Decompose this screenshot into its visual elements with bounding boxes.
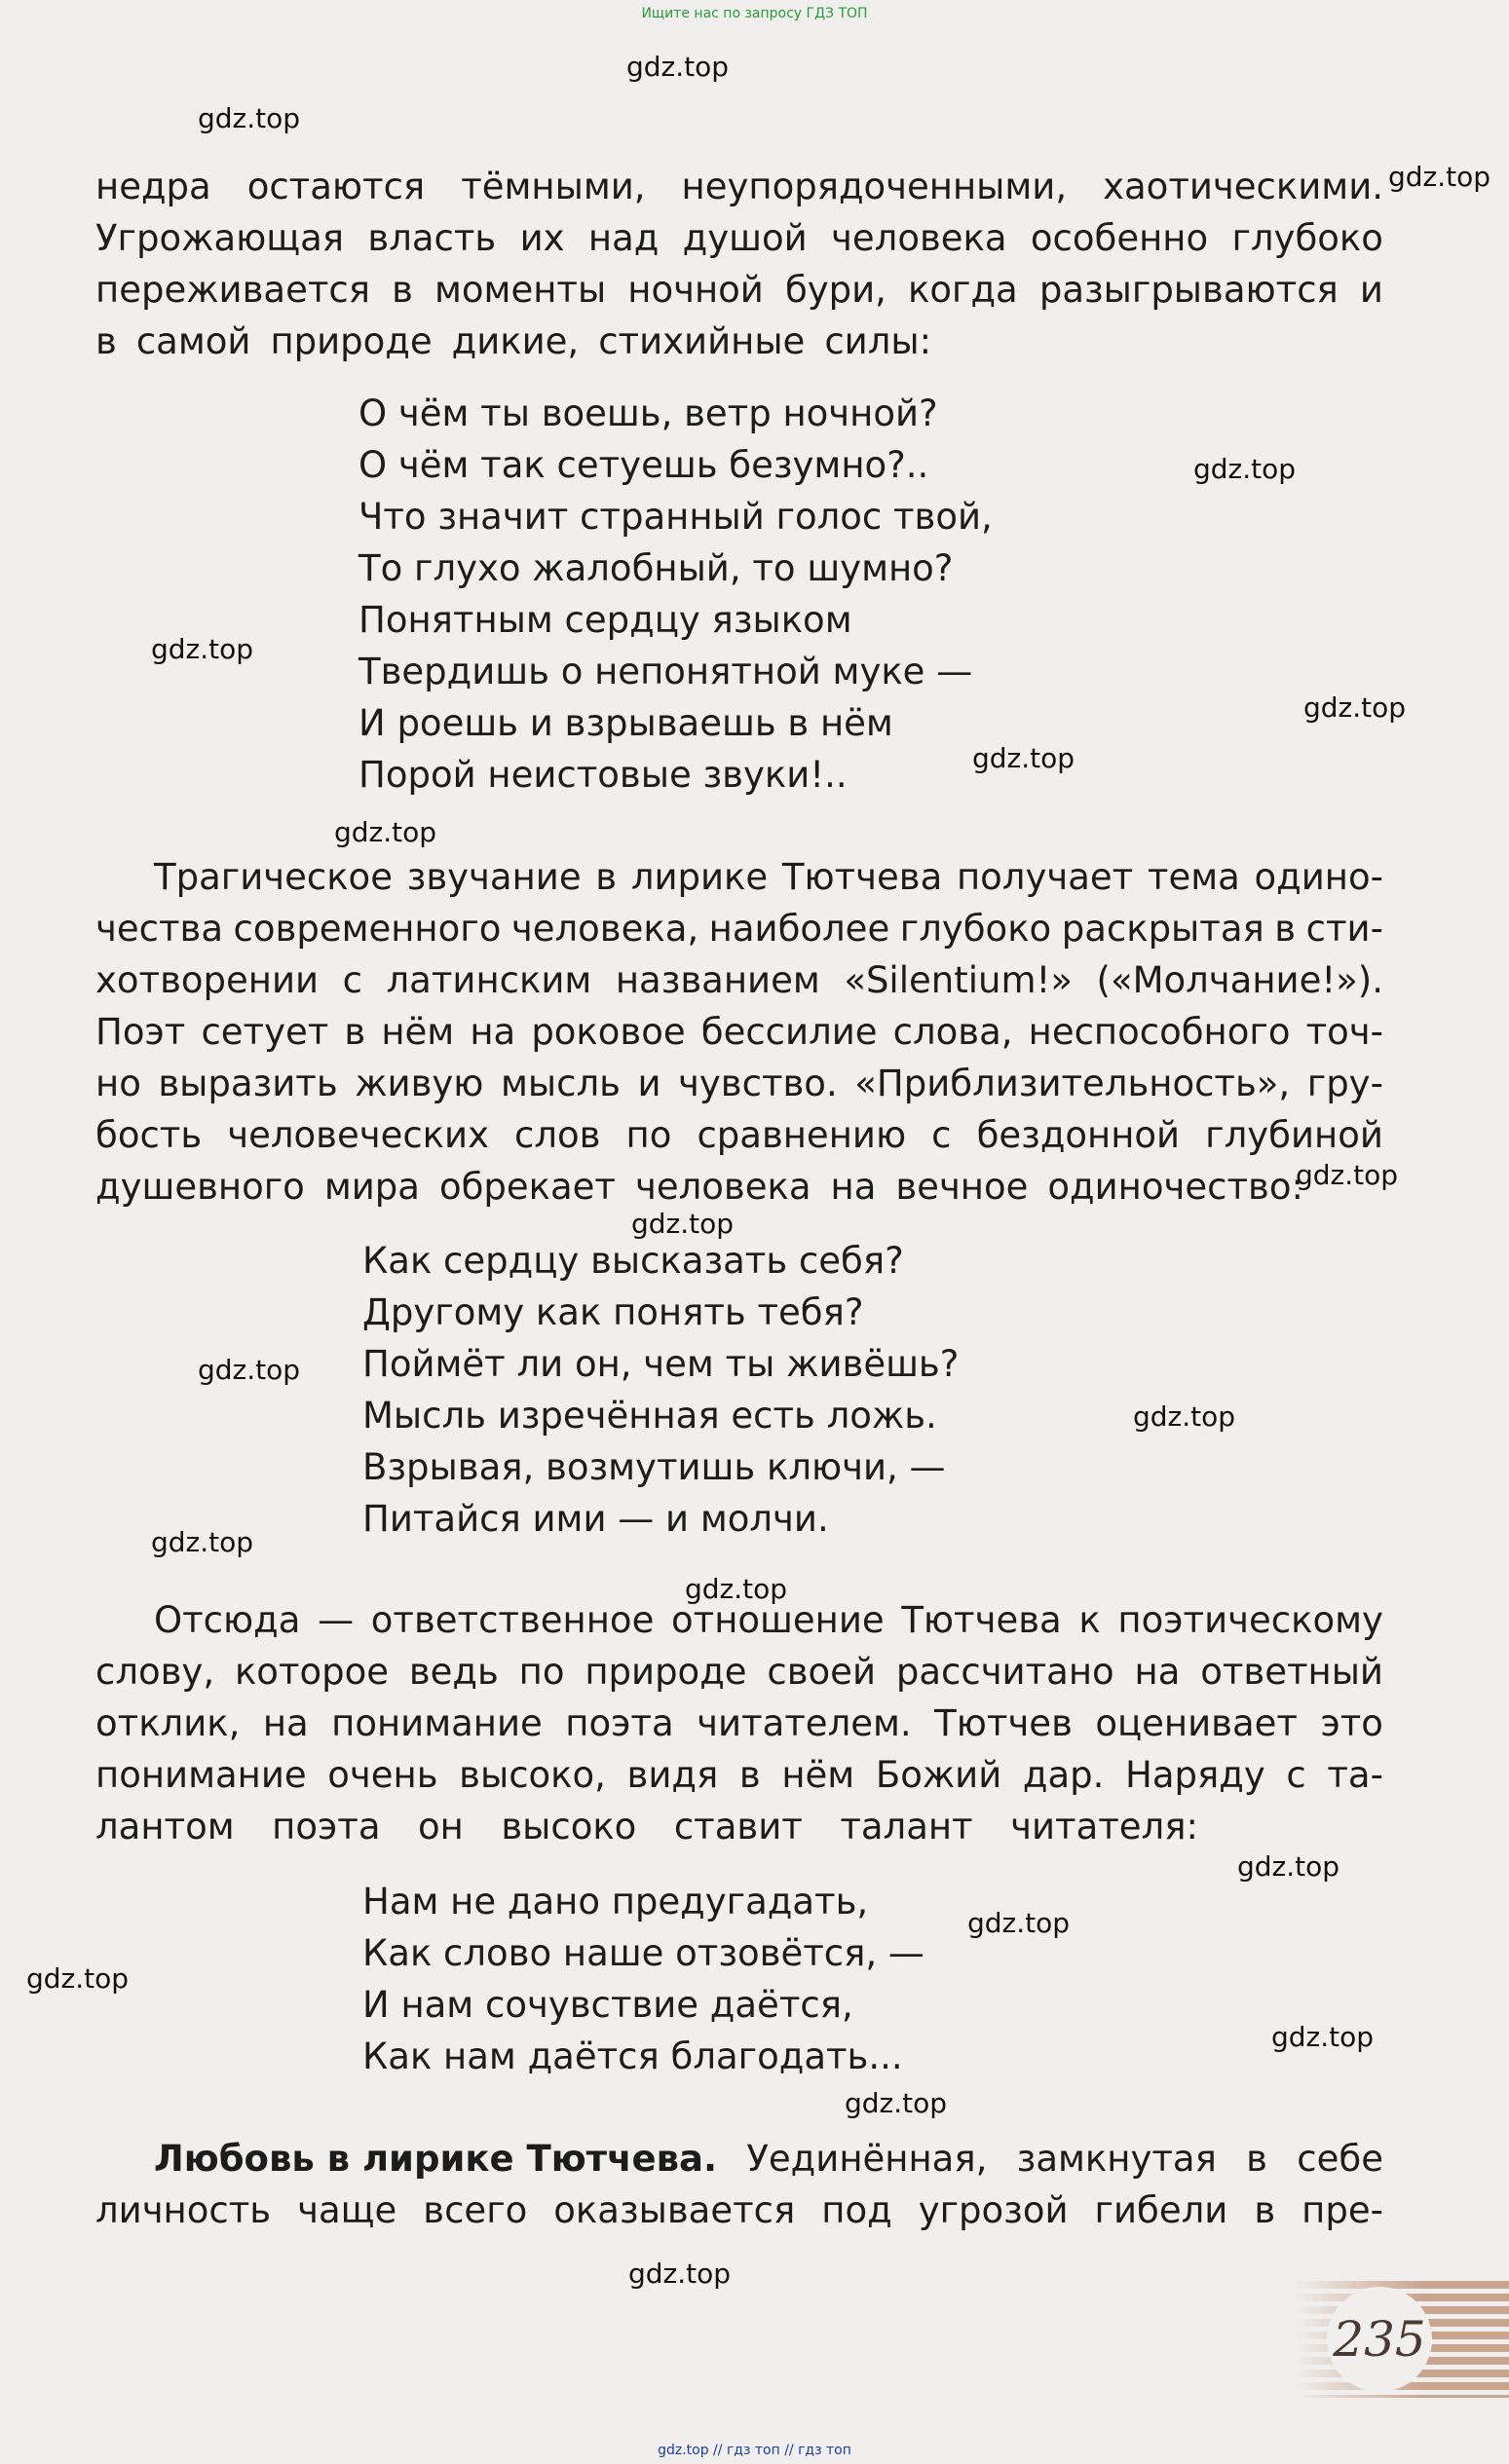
word: человеческих [227, 1114, 489, 1156]
verse-2 [362, 1235, 959, 1545]
word: в [595, 856, 618, 898]
word: в [1246, 2138, 1267, 2180]
word: и [637, 1063, 661, 1104]
word: стихийные [598, 320, 806, 362]
word: с [342, 959, 362, 1001]
word: вечное [895, 1166, 1029, 1208]
word: природе [270, 320, 433, 362]
word: глубоко [1231, 217, 1383, 259]
word: Уединённая, [746, 2138, 988, 2180]
watermark: gdz.top [628, 2258, 732, 2290]
word: которое [234, 1651, 390, 1693]
verse-line: Питайся ими — и молчи. [362, 1498, 829, 1540]
verse-line: И нам сочувствие даётся, [362, 1984, 853, 2026]
word: чаще [297, 2189, 397, 2231]
top-search-link[interactable]: Ищите нас по запросу ГДЗ ТОП [641, 6, 868, 21]
word: Тютчев [934, 1702, 1073, 1744]
word: Тютчева [781, 856, 943, 898]
text-line [95, 212, 1383, 264]
word: глубиной [1205, 1114, 1383, 1156]
word: Наряду [1125, 1754, 1265, 1796]
verse-line: О чём так сетуешь безумно?.. [358, 444, 929, 486]
text-line [95, 1801, 1383, 1852]
word: дикие, [451, 320, 580, 362]
watermark: gdz.top [1303, 691, 1407, 724]
word: бездонной [976, 1114, 1181, 1156]
word: сти- [1305, 908, 1383, 950]
word: талант [840, 1806, 973, 1848]
word: власть [367, 217, 497, 259]
word: самой [135, 320, 251, 362]
watermark: gdz.top [198, 102, 301, 134]
word: человека [831, 217, 1007, 259]
text-line [95, 316, 1383, 367]
word: дар. [1022, 1754, 1105, 1796]
word: к [1078, 1599, 1101, 1641]
word: выразить [158, 1063, 338, 1104]
paragraph-2 [95, 851, 1383, 1213]
word: наиболее [708, 908, 890, 950]
word: угрозой [918, 2189, 1069, 2231]
word: — [318, 1599, 355, 1641]
verse-line: О чём ты воешь, ветр ночной? [358, 392, 938, 434]
word: понимание [331, 1702, 543, 1744]
word: по [625, 1114, 672, 1156]
word: на [1134, 1651, 1181, 1693]
word: Отсюда [154, 1599, 301, 1641]
word: мысль [500, 1063, 621, 1104]
word: роковое [531, 1011, 686, 1053]
word: душевного [95, 1166, 305, 1208]
word: замкнутая [1016, 2138, 1217, 2180]
word: чувство. [678, 1063, 838, 1104]
word: («Молчание!»). [1096, 959, 1383, 1001]
word: ответственное [370, 1599, 655, 1641]
paragraph-1 [95, 161, 1383, 367]
word: видя [626, 1754, 719, 1796]
word: Божий [875, 1754, 1002, 1796]
text-line [95, 1646, 1383, 1698]
text-line [95, 1161, 1383, 1213]
word: в [344, 1011, 366, 1053]
word: понимание [95, 1754, 307, 1796]
word: это [1320, 1702, 1383, 1744]
word: поэта [565, 1702, 674, 1744]
word: остаются [246, 166, 426, 207]
word: бури, [784, 269, 887, 311]
verse-line: Как слово наше отзовётся, — [362, 1932, 924, 1974]
word: в [1274, 908, 1297, 950]
word: высоко [501, 1806, 637, 1848]
word: читателя: [1010, 1806, 1198, 1848]
word: он [418, 1806, 464, 1848]
word: слова, [892, 1011, 1013, 1053]
word: всего [423, 2189, 528, 2231]
word: раскрытая [1061, 908, 1264, 950]
word: человека, [510, 908, 699, 950]
watermark: gdz.top [151, 633, 254, 665]
word: бессилие [700, 1011, 878, 1053]
word: их [519, 217, 565, 259]
word: хаотическими. [1103, 166, 1383, 207]
word: лирике [630, 856, 769, 898]
watermark: gdz.top [26, 1962, 130, 1995]
word: звучание [406, 856, 582, 898]
word: отношение [671, 1599, 885, 1641]
watermark: gdz.top [626, 51, 730, 83]
word: в [738, 1754, 761, 1796]
word: та- [1327, 1754, 1383, 1796]
word: с [1286, 1754, 1306, 1796]
word: над [587, 217, 660, 259]
watermark: gdz.top [1193, 453, 1297, 485]
text-line [95, 1698, 1383, 1749]
word: человека [634, 1166, 811, 1208]
word: живую [355, 1063, 484, 1104]
watermark: gdz.top [1237, 1850, 1340, 1883]
verse-line: Как нам даётся благодать... [362, 2035, 903, 2077]
verse-3 [362, 1876, 924, 2082]
word: ответный [1200, 1651, 1383, 1693]
text-line [95, 1058, 1383, 1109]
text-line [95, 2133, 1383, 2184]
verse-line: Другому как понять тебя? [362, 1291, 864, 1333]
word: «Приблизительность», [854, 1063, 1291, 1104]
word: отклик, [95, 1702, 241, 1744]
watermark: gdz.top [151, 1526, 254, 1558]
word: очень [327, 1754, 438, 1796]
text-line [95, 1594, 1383, 1646]
word: с [931, 1114, 952, 1156]
text-line [95, 2184, 1383, 2236]
word: моменты [434, 269, 607, 311]
word: высоко, [459, 1754, 606, 1796]
word: и [1359, 269, 1383, 311]
word: одино- [1254, 856, 1383, 898]
verse-1 [358, 388, 993, 801]
word: чества [95, 908, 223, 950]
watermark: gdz.top [334, 816, 437, 848]
text-line [95, 1109, 1383, 1161]
verse-line: Нам не дано предугадать, [362, 1881, 869, 1923]
word: гру- [1306, 1063, 1383, 1104]
word: гибели [1094, 2189, 1228, 2231]
word: душой [682, 217, 808, 259]
text-line [95, 903, 1383, 954]
word: разыгрываются [1038, 269, 1339, 311]
word: пре- [1302, 2189, 1383, 2231]
text-line [95, 1749, 1383, 1801]
watermark: gdz.top [1296, 1159, 1399, 1191]
word: неупорядоченными, [681, 166, 1068, 207]
word: особенно [1030, 217, 1209, 259]
paragraph-4 [95, 2133, 1383, 2236]
paragraph-3 [95, 1594, 1383, 1852]
word: по [518, 1651, 565, 1693]
verse-line: Понятным сердцу языком [358, 599, 852, 641]
word: оценивает [1095, 1702, 1298, 1744]
text-line [95, 954, 1383, 1006]
word: получает [956, 856, 1134, 898]
bottom-links[interactable]: gdz.top // гдз топ // гдз топ [658, 2443, 851, 2458]
word: слов [514, 1114, 601, 1156]
verse-line: Как сердцу высказать себя? [362, 1240, 904, 1282]
word: бость [95, 1114, 203, 1156]
word: хотворении [95, 959, 320, 1001]
watermark: gdz.top [1388, 161, 1491, 193]
watermark: gdz.top [631, 1208, 735, 1240]
word: мира [323, 1166, 420, 1208]
word: сравнению [697, 1114, 907, 1156]
verse-line: Поймёт ли он, чем ты живёшь? [362, 1343, 960, 1385]
text-line [95, 1006, 1383, 1058]
word: современного [233, 908, 502, 950]
verse-line: Твердишь о непонятной муке — [358, 651, 973, 692]
verse-line: Порой неистовые звуки!.. [358, 754, 848, 796]
word: поэта [272, 1806, 381, 1848]
word: точ- [1305, 1011, 1383, 1053]
word: ставит [673, 1806, 803, 1848]
verse-line: Мысль изречённая есть ложь. [362, 1395, 937, 1437]
text-line [95, 264, 1383, 316]
word: глубоко [899, 908, 1052, 950]
word: Трагическое [154, 856, 393, 898]
word: тема [1147, 856, 1240, 898]
word: ночной [627, 269, 764, 311]
word: своей [767, 1651, 876, 1693]
watermark: gdz.top [198, 1354, 301, 1386]
verse-line: Взрывая, возмутишь ключи, — [362, 1446, 946, 1488]
word: природе [585, 1651, 747, 1693]
watermark: gdz.top [967, 1907, 1071, 1939]
word: в [95, 320, 117, 362]
word: латинским [386, 959, 592, 1001]
word: но [95, 1063, 141, 1104]
word: рассчитано [895, 1651, 1114, 1693]
word: названием [615, 959, 820, 1001]
word: поэтическому [1117, 1599, 1383, 1641]
watermark: gdz.top [972, 742, 1075, 774]
word: тёмными, [461, 166, 646, 207]
word: оказывается [553, 2189, 796, 2231]
word: лантом [95, 1806, 235, 1848]
watermark: gdz.top [845, 2087, 948, 2119]
word: переживается [95, 269, 370, 311]
word: Угрожающая [95, 217, 345, 259]
text-line [95, 851, 1383, 903]
text-line [95, 161, 1383, 212]
watermark: gdz.top [1271, 2021, 1375, 2053]
watermark: gdz.top [685, 1573, 788, 1605]
word: на [830, 1166, 877, 1208]
word: Поэт [95, 1011, 186, 1053]
word: недра [95, 166, 211, 207]
word: на [262, 1702, 309, 1744]
section-heading: Любовь в лирике Тютчева. [154, 2138, 718, 2180]
word: сетует [201, 1011, 329, 1053]
word: нём [781, 1754, 855, 1796]
word: личность [95, 2189, 272, 2231]
word: силы: [824, 320, 932, 362]
word: читателем. [697, 1702, 912, 1744]
verse-line: То глухо жалобный, то шумно? [358, 547, 954, 589]
page-number: 235 [1333, 2311, 1426, 2368]
word: «Silentium!» [844, 959, 1073, 1001]
word: неспособного [1028, 1011, 1291, 1053]
word: нём [381, 1011, 455, 1053]
word: себе [1297, 2138, 1383, 2180]
word: когда [908, 269, 1018, 311]
verse-line: И роешь и взрываешь в нём [358, 702, 893, 744]
word: на [470, 1011, 516, 1053]
page-number-badge [1327, 2287, 1432, 2392]
watermark: gdz.top [1133, 1400, 1236, 1433]
word: ведь [408, 1651, 499, 1693]
word: обрекает [438, 1166, 616, 1208]
word: под [821, 2189, 892, 2231]
word: в [392, 269, 413, 311]
word: одиночество: [1047, 1166, 1303, 1208]
word: в [1254, 2189, 1276, 2231]
word: Тютчева [901, 1599, 1062, 1641]
verse-line: Что значит странный голос твой, [358, 496, 993, 538]
word: слову, [95, 1651, 215, 1693]
